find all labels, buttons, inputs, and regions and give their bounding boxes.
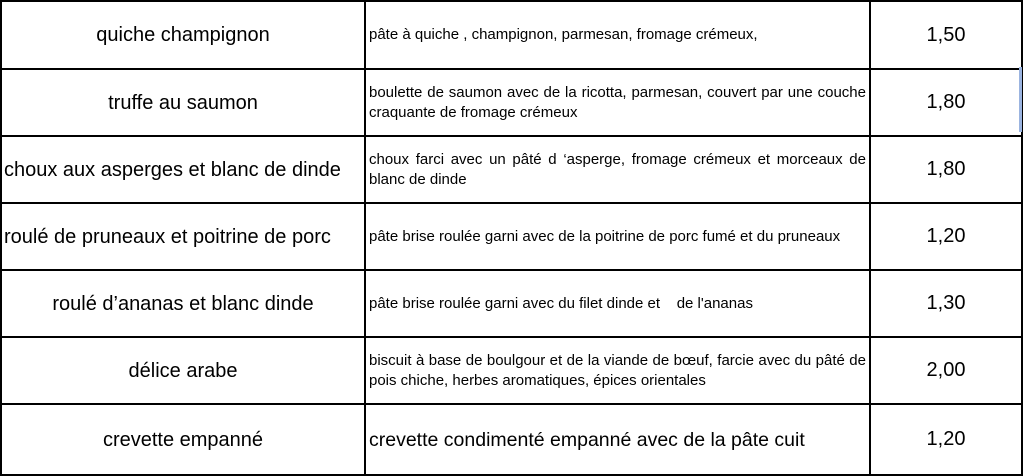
item-price: 1,20 [870, 404, 1022, 475]
selection-edge-marker [1019, 67, 1022, 132]
item-name: truffe au saumon [1, 69, 365, 136]
item-price: 1,20 [870, 203, 1022, 270]
item-description: crevette condimenté empanné avec de la pâte cuit [365, 404, 870, 475]
item-name: choux aux asperges et blanc de dinde [1, 136, 365, 203]
table-row [1, 270, 1022, 337]
item-description: pâte brise roulée garni avec de la poitrine de porc fumé et du pruneaux [365, 203, 870, 270]
item-description: choux farci avec un pâté d ‘asperge, fromage crémeux et morceaux de blanc de dinde [365, 136, 870, 203]
item-name: délice arabe [1, 337, 365, 404]
item-description: boulette de saumon avec de la ricotta, parmesan, couvert par une couche craquante de fromage crémeux [365, 69, 870, 136]
item-price: 2,00 [870, 337, 1022, 404]
item-description: pâte brise roulée garni avec du filet dinde et de l'ananas [365, 270, 870, 337]
item-price: 1,80 [870, 136, 1022, 203]
item-name: roulé de pruneaux et poitrine de porc [1, 203, 365, 270]
table-row [1, 337, 1022, 404]
item-name: roulé d’ananas et blanc dinde [1, 270, 365, 337]
table-row [1, 1, 1022, 69]
item-name: quiche champignon [1, 1, 365, 69]
table-row [1, 203, 1022, 270]
item-description: pâte à quiche , champignon, parmesan, fromage crémeux, [365, 1, 870, 69]
table-row [1, 136, 1022, 203]
table-row [1, 69, 1022, 136]
table-row [1, 404, 1022, 475]
item-description: biscuit à base de boulgour et de la viande de bœuf, farcie avec du pâté de pois chiche, herbes aromatiques, épices orientales [365, 337, 870, 404]
item-price: 1,80 [870, 69, 1022, 136]
item-price: 1,50 [870, 1, 1022, 69]
item-name: crevette empanné [1, 404, 365, 475]
item-price: 1,30 [870, 270, 1022, 337]
